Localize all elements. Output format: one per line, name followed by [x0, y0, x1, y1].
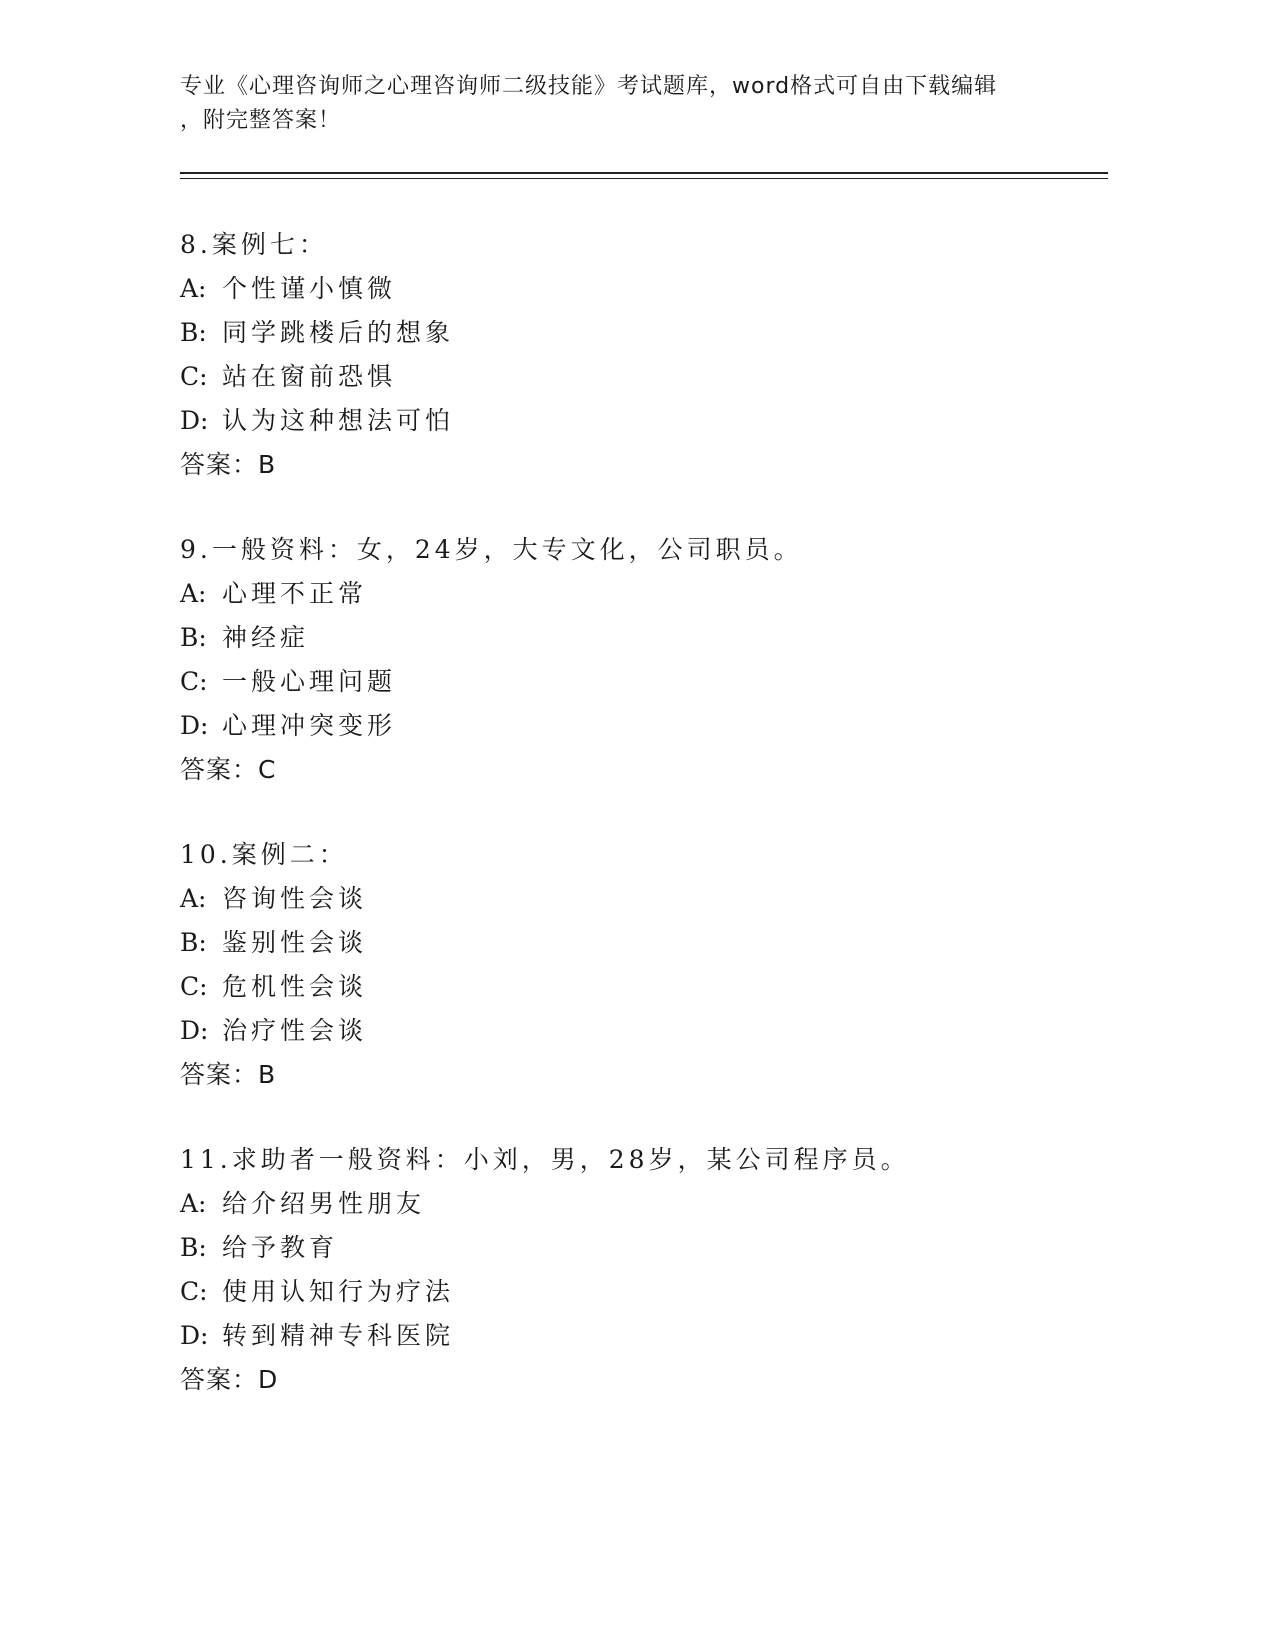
- answer-line: 答案：C: [180, 755, 277, 784]
- header-divider-thick: [180, 172, 1108, 174]
- option-c: [180, 1270, 1080, 1314]
- option-b: [180, 921, 1080, 965]
- option-d: [180, 1314, 1080, 1358]
- question-title: 11.求助者一般资料：小刘，男，28岁，某公司程序员。: [180, 1145, 910, 1174]
- question-title: 8.案例七：: [180, 230, 328, 259]
- option-text: 咨询性会谈: [222, 884, 368, 913]
- document-header: [180, 70, 1060, 138]
- option-letter: D:: [180, 1321, 209, 1350]
- option-c: [180, 660, 1080, 704]
- option-text: 神经症: [222, 623, 310, 652]
- question-10: [180, 833, 1080, 1097]
- option-a: [180, 572, 1080, 616]
- option-d: [180, 399, 1080, 443]
- option-letter: A:: [180, 579, 207, 608]
- header-line-1: 专业《心理咨询师之心理咨询师二级技能》考试题库，word格式可自由下载编辑: [180, 74, 998, 99]
- option-c: [180, 965, 1080, 1009]
- header-line-2: ，附完整答案！: [180, 108, 342, 133]
- option-letter: B:: [180, 1233, 207, 1262]
- option-text: 站在窗前恐惧: [222, 362, 397, 391]
- answer-line: 答案：D: [180, 1365, 279, 1394]
- question-title: 10.案例二：: [180, 840, 348, 869]
- option-text: 给予教育: [222, 1233, 339, 1262]
- option-text: 使用认知行为疗法: [222, 1277, 455, 1306]
- option-letter: B:: [180, 928, 207, 957]
- option-letter: D:: [180, 406, 209, 435]
- option-letter: C:: [180, 667, 208, 696]
- option-d: [180, 1009, 1080, 1053]
- option-letter: B:: [180, 318, 207, 347]
- option-text: 个性谨小慎微: [222, 274, 397, 303]
- option-b: [180, 1226, 1080, 1270]
- header-divider-thin: [180, 178, 1108, 179]
- option-letter: A:: [180, 1189, 207, 1218]
- option-text: 给介绍男性朋友: [222, 1189, 426, 1218]
- answer-line: 答案：B: [180, 450, 277, 479]
- question-8: [180, 223, 1080, 487]
- option-text: 治疗性会谈: [222, 1016, 368, 1045]
- option-text: 一般心理问题: [222, 667, 397, 696]
- answer-line: 答案：B: [180, 1060, 277, 1089]
- option-letter: A:: [180, 884, 207, 913]
- option-a: [180, 877, 1080, 921]
- option-letter: D:: [180, 1016, 209, 1045]
- question-title: 9.一般资料：女，24岁，大专文化，公司职员。: [180, 535, 803, 564]
- option-letter: C:: [180, 1277, 208, 1306]
- option-text: 同学跳楼后的想象: [222, 318, 455, 347]
- option-c: [180, 355, 1080, 399]
- option-text: 心理冲突变形: [222, 711, 397, 740]
- option-a: [180, 267, 1080, 311]
- option-text: 鉴别性会谈: [222, 928, 368, 957]
- option-letter: C:: [180, 362, 208, 391]
- option-text: 心理不正常: [222, 579, 368, 608]
- option-d: [180, 704, 1080, 748]
- option-b: [180, 616, 1080, 660]
- option-letter: A:: [180, 274, 207, 303]
- option-letter: B:: [180, 623, 207, 652]
- option-a: [180, 1182, 1080, 1226]
- question-9: [180, 528, 1080, 792]
- option-letter: D:: [180, 711, 209, 740]
- option-text: 认为这种想法可怕: [222, 406, 455, 435]
- option-text: 转到精神专科医院: [222, 1321, 455, 1350]
- question-11: [180, 1138, 1080, 1402]
- option-letter: C:: [180, 972, 208, 1001]
- option-b: [180, 311, 1080, 355]
- option-text: 危机性会谈: [222, 972, 368, 1001]
